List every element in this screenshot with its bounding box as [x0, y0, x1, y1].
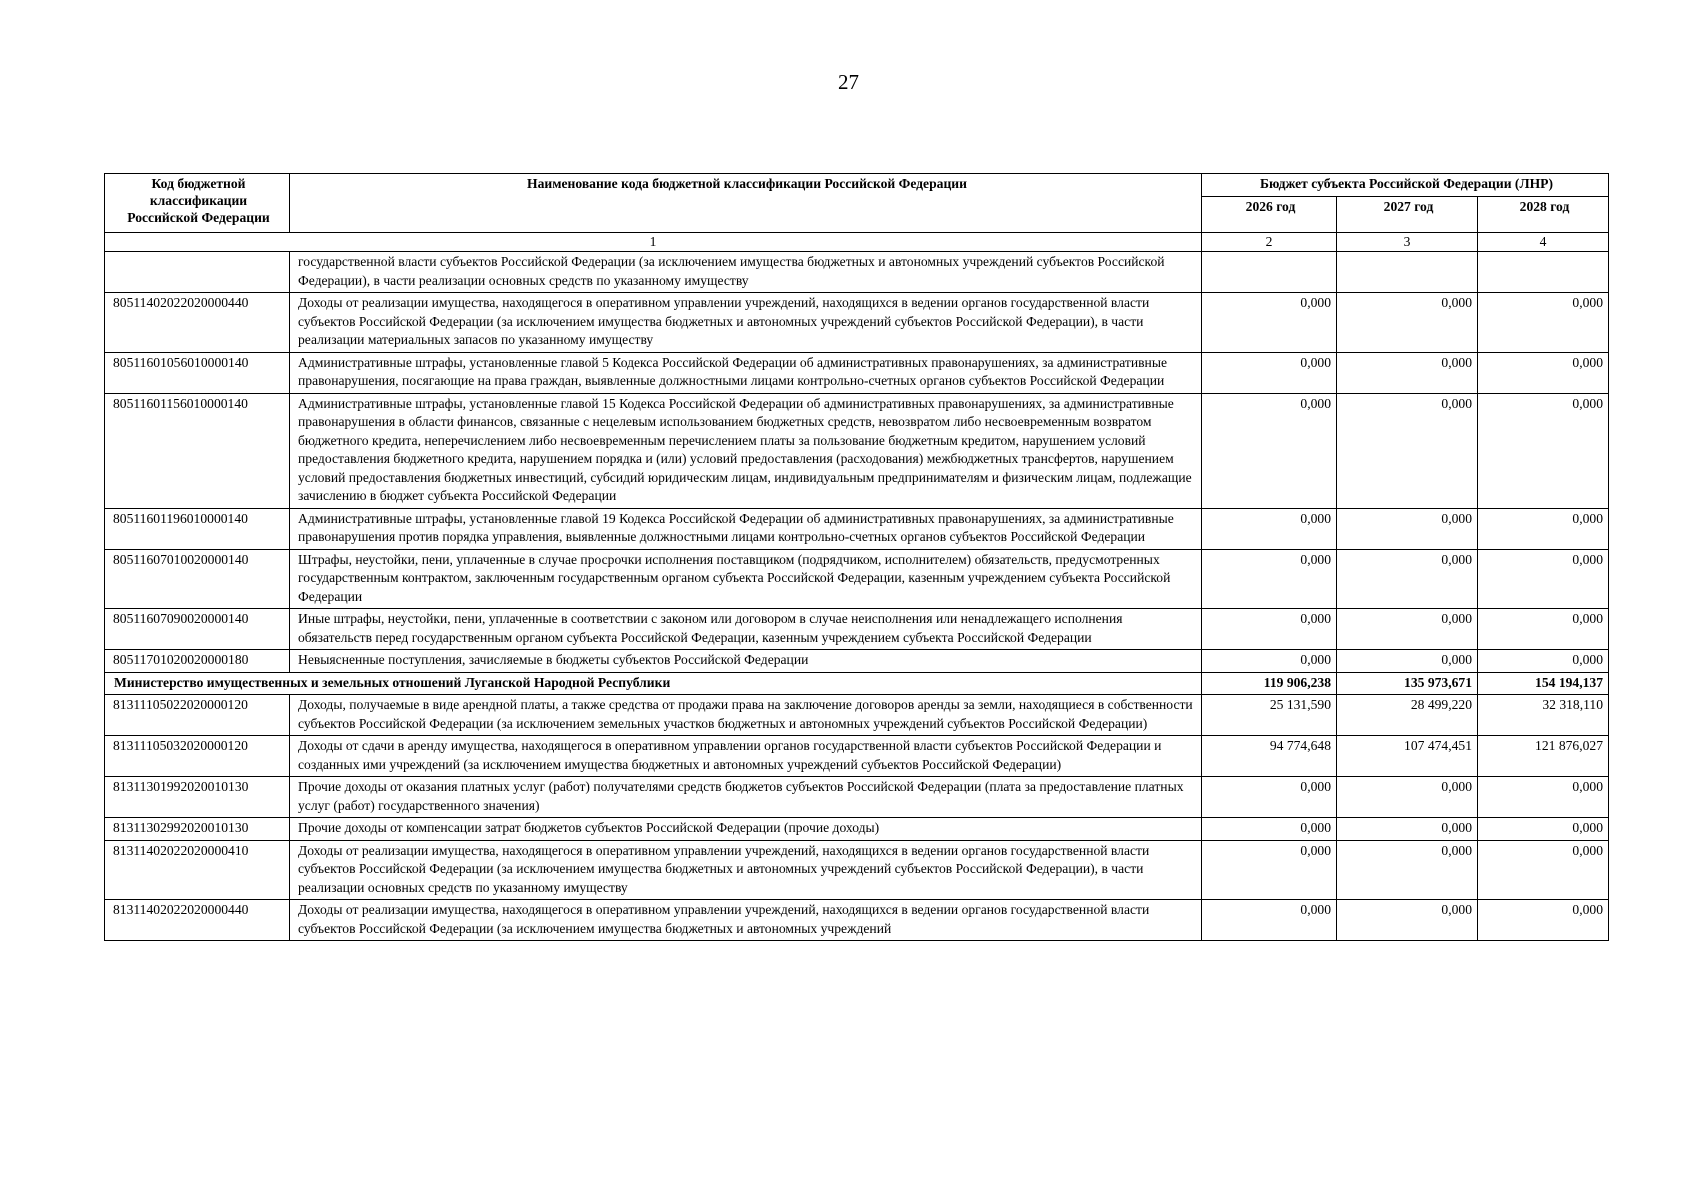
row-value-2026: 94 774,648	[1202, 736, 1337, 777]
row-value-2027: 0,000	[1337, 508, 1478, 549]
row-value-2028	[1478, 252, 1609, 293]
row-value-2026: 0,000	[1202, 549, 1337, 609]
table-row	[105, 393, 1609, 508]
row-value-2028: 0,000	[1478, 508, 1609, 549]
row-name: Доходы, получаемые в виде арендной платы, а также средства от продажи права на заключение договоров аренды за земли, находящиеся в собственности субъектов Российской Федерации (за исключением земельных участков бюджетных и автономных учреждений субъектов Российской Федерации)	[290, 695, 1202, 736]
table-row	[105, 695, 1609, 736]
table-row	[105, 508, 1609, 549]
row-value-2026: 0,000	[1202, 508, 1337, 549]
page-number: 27	[838, 70, 859, 94]
row-value-2028: 0,000	[1478, 650, 1609, 673]
table-row	[105, 840, 1609, 900]
row-value-2027: 0,000	[1337, 840, 1478, 900]
row-value-2026: 0,000	[1202, 818, 1337, 841]
row-value-2026: 0,000	[1202, 393, 1337, 508]
row-value-2028: 0,000	[1478, 900, 1609, 941]
table-row	[105, 650, 1609, 673]
row-value-2027: 0,000	[1337, 650, 1478, 673]
row-name: Прочие доходы от компенсации затрат бюджетов субъектов Российской Федерации (прочие доходы)	[290, 818, 1202, 841]
header-budget: Бюджет субъекта Российской Федерации (ЛНР)	[1202, 174, 1609, 197]
row-value-2027: 0,000	[1337, 777, 1478, 818]
row-code: 81311402022020000410	[105, 840, 290, 900]
table-row	[105, 252, 1609, 293]
row-value-2027: 0,000	[1337, 900, 1478, 941]
header-year-2026: 2026 год	[1202, 196, 1337, 232]
row-value-2026: 0,000	[1202, 609, 1337, 650]
row-code: 80511607090020000140	[105, 609, 290, 650]
header-code: Код бюджетной классификации Российской Федерации	[105, 174, 290, 233]
row-value-2027: 0,000	[1337, 609, 1478, 650]
table-row	[105, 293, 1609, 353]
header-year-2028: 2028 год	[1478, 196, 1609, 232]
row-name: Административные штрафы, установленные главой 19 Кодекса Российской Федерации об административных правонарушениях, за административные правонарушения против порядка управления, выявленные должностными лицами контрольно-счетных органов субъектов Российской Федерации	[290, 508, 1202, 549]
row-name: Административные штрафы, установленные главой 5 Кодекса Российской Федерации об административных правонарушениях, за административные правонарушения, посягающие на права граждан, выявленные должностными лицами контрольно-счетных органов субъектов Российской Федерации	[290, 352, 1202, 393]
row-code: 80511601156010000140	[105, 393, 290, 508]
row-value-2027: 28 499,220	[1337, 695, 1478, 736]
row-code: 80511402022020000440	[105, 293, 290, 353]
row-code: 80511607010020000140	[105, 549, 290, 609]
row-code: 81311105032020000120	[105, 736, 290, 777]
column-number-1: 1	[105, 232, 1202, 252]
row-name: Административные штрафы, установленные главой 15 Кодекса Российской Федерации об административных правонарушениях, за административные правонарушения в области финансов, связанные с нецелевым использованием бюджетных средств, невозвратом либо несвоевременным возвратом бюджетного кредита, неперечислением либо несвоевременным перечислением платы за пользование бюджетным кредитом, нарушением условий предоставления бюджетного кредита, нарушением порядка и (или) условий предоставления (расходования) межбюджетных трансфертов, нарушением условий предоставления бюджетных инвестиций, субсидий юридическим лицам, индивидуальным предпринимателям и физическим лицам, подлежащие зачислению в бюджет субъекта Российской Федерации	[290, 393, 1202, 508]
row-value-2027: 0,000	[1337, 293, 1478, 353]
row-name: Невыясненные поступления, зачисляемые в бюджеты субъектов Российской Федерации	[290, 650, 1202, 673]
row-value-2027: 0,000	[1337, 549, 1478, 609]
row-value-2026: 0,000	[1202, 352, 1337, 393]
table-row	[105, 900, 1609, 941]
section-row	[105, 672, 1609, 695]
table-row	[105, 609, 1609, 650]
row-name: Штрафы, неустойки, пени, уплаченные в случае просрочки исполнения поставщиком (подрядчиком, исполнителем) обязательств, предусмотренных государственным контрактом, заключенным государственным органом субъекта Российской Федерации, казенным учреждением субъекта Российской Федерации	[290, 549, 1202, 609]
row-name: Иные штрафы, неустойки, пени, уплаченные в соответствии с законом или договором в случае неисполнения или ненадлежащего исполнения обязательств перед государственным органом субъекта Российской Федерации, казенным учреждением субъекта Российской Федерации	[290, 609, 1202, 650]
row-name: Прочие доходы от оказания платных услуг (работ) получателями средств бюджетов субъектов Российской Федерации (плата за предоставление платных услуг (работ) государственного значения)	[290, 777, 1202, 818]
row-value-2028: 0,000	[1478, 393, 1609, 508]
table-row	[105, 352, 1609, 393]
row-value-2026: 0,000	[1202, 650, 1337, 673]
row-value-2026	[1202, 252, 1337, 293]
row-value-2028: 0,000	[1478, 840, 1609, 900]
row-code: 81311301992020010130	[105, 777, 290, 818]
table-row	[105, 549, 1609, 609]
column-number-4: 4	[1478, 232, 1609, 252]
row-value-2027: 0,000	[1337, 352, 1478, 393]
row-name: государственной власти субъектов Российской Федерации (за исключением имущества бюджетных и автономных учреждений субъектов Российской Федерации), в части реализации основных средств по указанному имуществу	[290, 252, 1202, 293]
header-year-2027: 2027 год	[1337, 196, 1478, 232]
column-number-2: 2	[1202, 232, 1337, 252]
row-code: 81311302992020010130	[105, 818, 290, 841]
section-name: Министерство имущественных и земельных отношений Луганской Народной Республики	[105, 672, 1202, 695]
row-name: Доходы от сдачи в аренду имущества, находящегося в оперативном управлении органов государственной власти субъектов Российской Федерации и созданных ими учреждений (за исключением имущества бюджетных и автономных учреждений субъектов Российской Федерации)	[290, 736, 1202, 777]
budget-table	[104, 173, 1609, 941]
row-value-2028: 0,000	[1478, 609, 1609, 650]
column-number-3: 3	[1337, 232, 1478, 252]
table-row	[105, 777, 1609, 818]
row-value-2028: 0,000	[1478, 549, 1609, 609]
row-value-2028: 0,000	[1478, 293, 1609, 353]
row-name: Доходы от реализации имущества, находящегося в оперативном управлении учреждений, находящихся в ведении органов государственной власти субъектов Российской Федерации (за исключением имущества бюджетных и автономных учреждений субъектов Российской Федерации), в части реализации основных средств по указанному имуществу	[290, 840, 1202, 900]
table-row	[105, 818, 1609, 841]
row-name: Доходы от реализации имущества, находящегося в оперативном управлении учреждений, находящихся в ведении органов государственной власти субъектов Российской Федерации (за исключением имущества бюджетных и автономных учреждений субъектов Российской Федерации), в части реализации материальных запасов по указанному имуществу	[290, 293, 1202, 353]
row-value-2026: 25 131,590	[1202, 695, 1337, 736]
row-value-2028: 0,000	[1478, 818, 1609, 841]
row-value-2026: 0,000	[1202, 840, 1337, 900]
row-value-2026: 0,000	[1202, 777, 1337, 818]
section-total-2028: 154 194,137	[1478, 672, 1609, 695]
row-code: 81311402022020000440	[105, 900, 290, 941]
row-value-2026: 0,000	[1202, 900, 1337, 941]
row-value-2028: 0,000	[1478, 352, 1609, 393]
row-code: 80511601056010000140	[105, 352, 290, 393]
row-value-2028: 121 876,027	[1478, 736, 1609, 777]
section-total-2027: 135 973,671	[1337, 672, 1478, 695]
header-name: Наименование кода бюджетной классификации Российской Федерации	[290, 174, 1202, 233]
row-code: 80511601196010000140	[105, 508, 290, 549]
row-value-2027	[1337, 252, 1478, 293]
row-value-2027: 0,000	[1337, 818, 1478, 841]
row-value-2026: 0,000	[1202, 293, 1337, 353]
row-value-2028: 32 318,110	[1478, 695, 1609, 736]
section-total-2026: 119 906,238	[1202, 672, 1337, 695]
row-value-2027: 107 474,451	[1337, 736, 1478, 777]
row-value-2027: 0,000	[1337, 393, 1478, 508]
row-code	[105, 252, 290, 293]
row-value-2028: 0,000	[1478, 777, 1609, 818]
table-row	[105, 736, 1609, 777]
row-code: 80511701020020000180	[105, 650, 290, 673]
row-code: 81311105022020000120	[105, 695, 290, 736]
row-name: Доходы от реализации имущества, находящегося в оперативном управлении учреждений, находящихся в ведении органов государственной власти субъектов Российской Федерации (за исключением имущества бюджетных и автономных учреждений	[290, 900, 1202, 941]
